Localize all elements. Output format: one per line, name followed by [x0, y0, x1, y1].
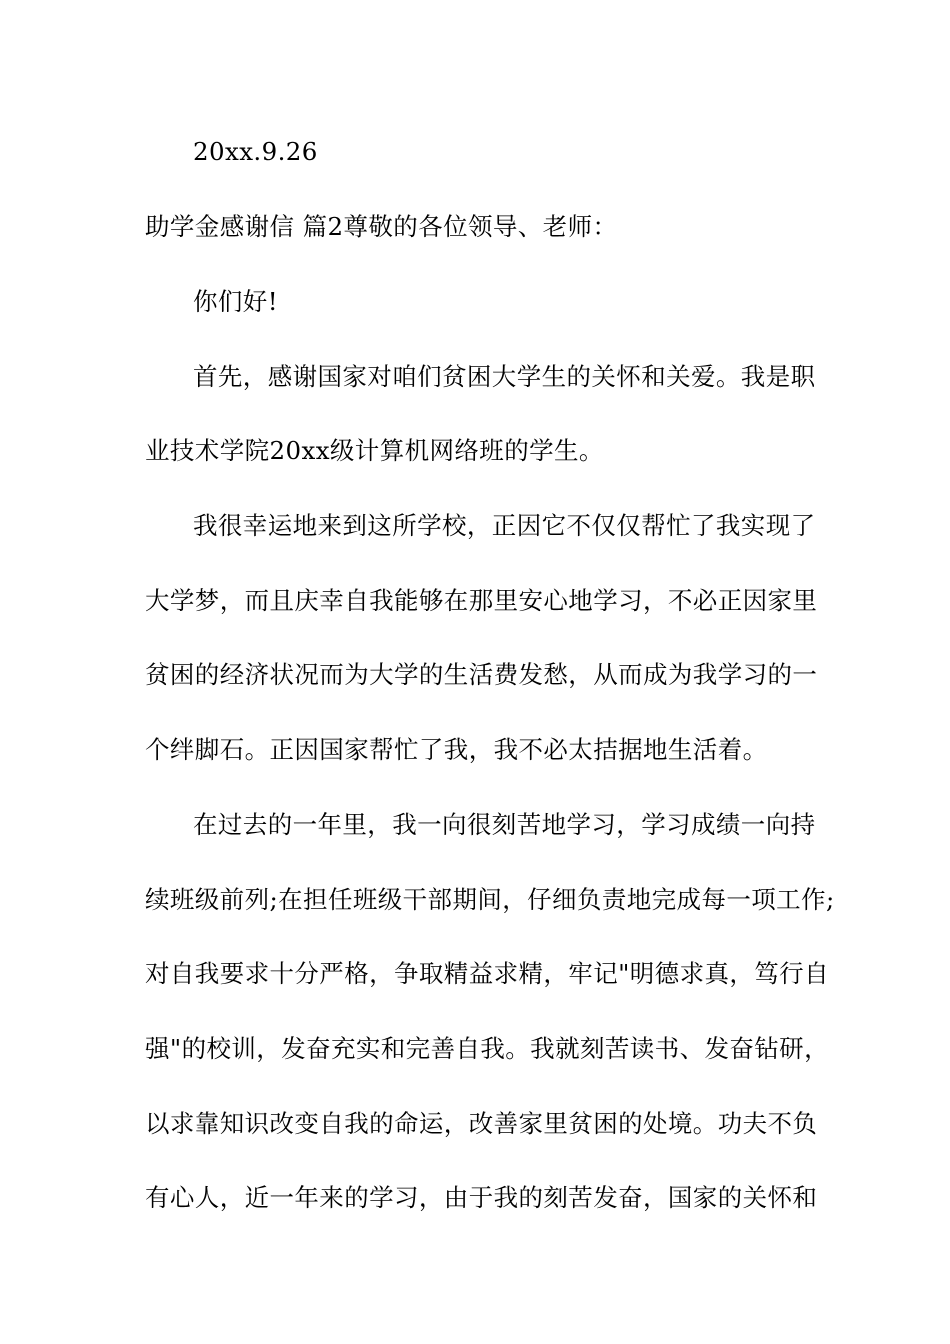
paragraph-line: 个绊脚石。正因国家帮忙了我，我不必太拮据地生活着。 [145, 735, 768, 764]
paragraph-line: 贫困的经济状况而为大学的生活费发愁，从而成为我学习的一 [145, 660, 818, 689]
paragraph-line: 以求靠知识改变自我的命运，改善家里贫困的处境。功夫不负 [145, 1109, 818, 1138]
letter-heading: 助学金感谢信 篇2尊敬的各位领导、老师： [145, 212, 618, 241]
paragraph-line: 强"的校训，发奋充实和完善自我。我就刻苦读书、发奋钻研， [145, 1034, 829, 1063]
letter-date: 20xx.9.26 [193, 137, 318, 166]
paragraph-line: 大学梦，而且庆幸自我能够在那里安心地学习，不必正因家里 [145, 586, 818, 615]
paragraph-line: 续班级前列;在担任班级干部期间，仔细负责地完成每一项工作; [145, 885, 835, 914]
paragraph-line: 我很幸运地来到这所学校，正因它不仅仅帮忙了我实现了 [193, 511, 816, 540]
paragraph-line: 业技术学院20xx级计算机网络班的学生。 [145, 436, 604, 465]
paragraph-line: 首先，感谢国家对咱们贫困大学生的关怀和关爱。我是职 [193, 362, 816, 391]
paragraph-line: 在过去的一年里，我一向很刻苦地学习，学习成绩一向持 [193, 810, 816, 839]
paragraph-line: 有心人，近一年来的学习，由于我的刻苦发奋，国家的关怀和 [145, 1183, 818, 1212]
paragraph-line: 对自我要求十分严格，争取精益求精，牢记"明德求真，笃行自 [145, 959, 829, 988]
greeting: 你们好! [193, 287, 278, 316]
